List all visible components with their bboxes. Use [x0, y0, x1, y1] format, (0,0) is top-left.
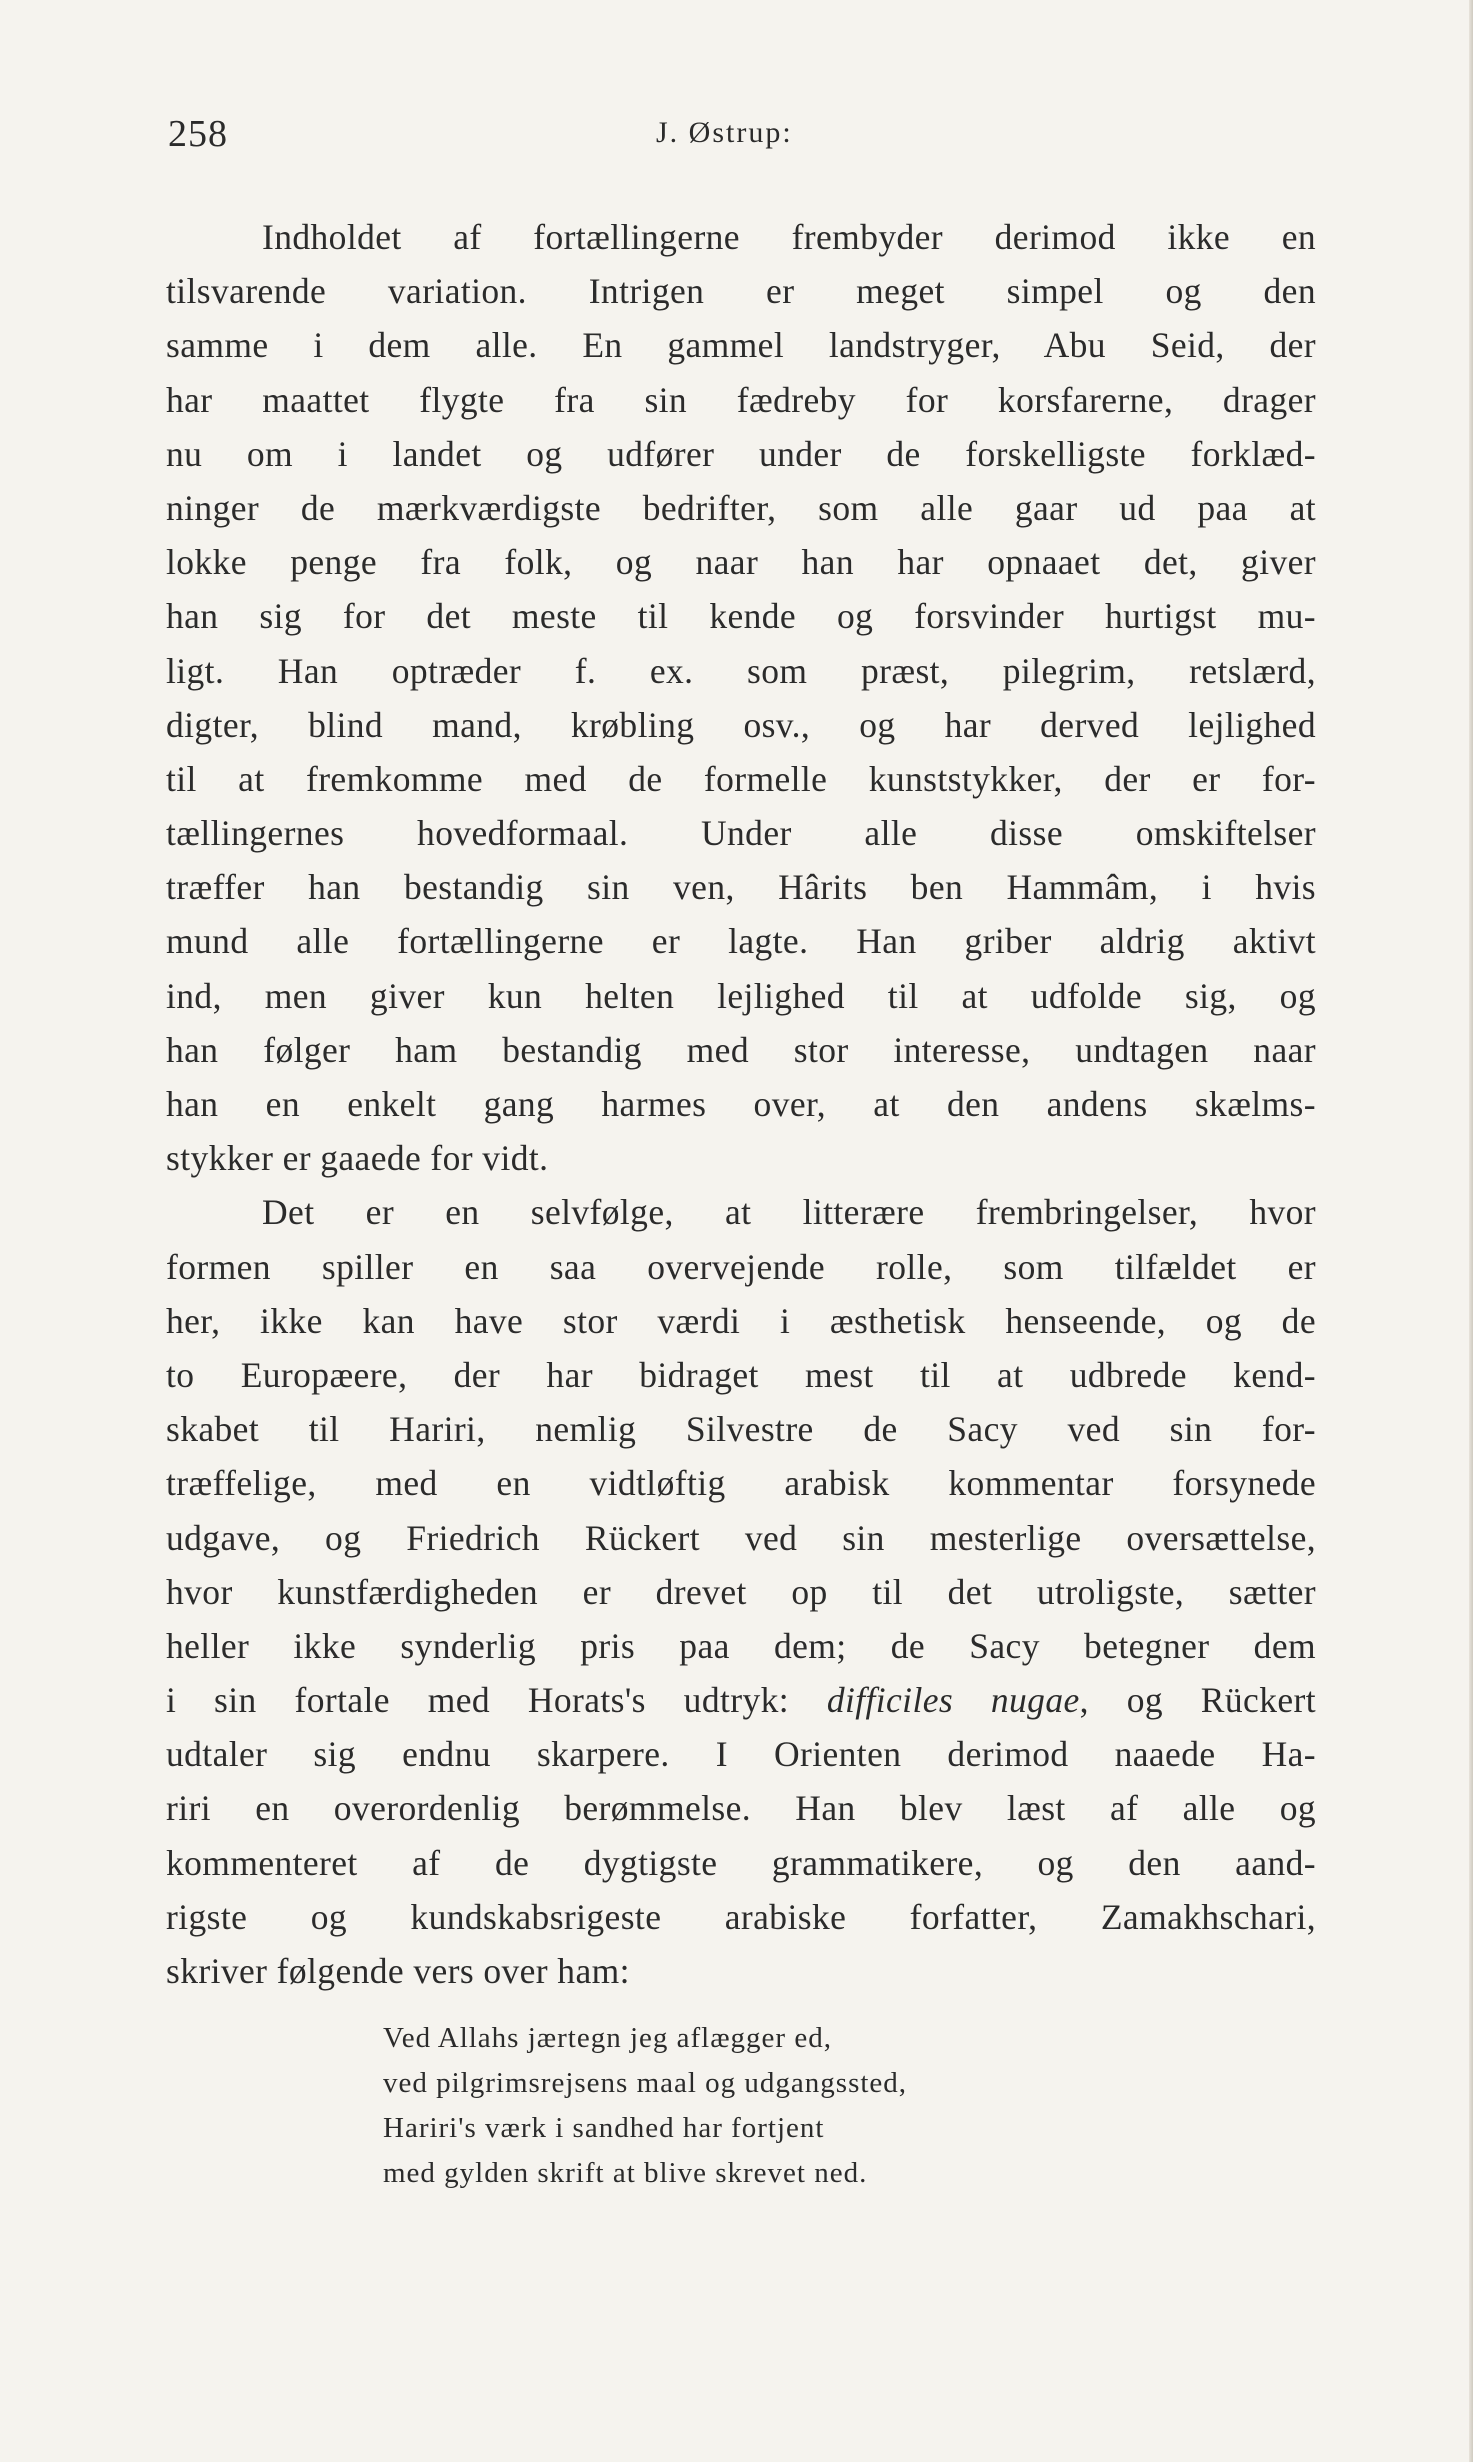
text-line: til at fremkomme med de formelle kunststykker, der er for- — [166, 758, 1316, 799]
text-line: hvor kunstfærdigheden er drevet op til det utroligste, sætter — [166, 1571, 1316, 1612]
text-line: riri en overordenlig berømmelse. Han blev læst af alle og — [166, 1788, 1316, 1829]
text-line: Indholdet af fortællingerne frembyder derimod ikke en — [262, 217, 1316, 257]
verse-line: ved pilgrimsrejsens maal og udgangssted, — [383, 2067, 908, 2099]
text-line: ninger de mærkværdigste bedrifter, som alle gaar ud paa at — [166, 487, 1316, 528]
verse-line: Hariri's værk i sandhed har fortjent — [383, 2112, 825, 2144]
text-line: kommenteret af de dygtigste grammatikere, og den aand- — [166, 1842, 1316, 1883]
text-line: mund alle fortællingerne er lagte. Han griber aldrig aktivt — [166, 921, 1316, 962]
text-line: Det er en selvfølge, at litterære frembringelser, hvor — [262, 1192, 1316, 1233]
text-line: skabet til Hariri, nemlig Silvestre de Sacy ved sin for- — [166, 1409, 1316, 1450]
verse-block — [383, 2016, 1083, 2196]
page-number: 258 — [168, 113, 228, 155]
text-line: udgave, og Friedrich Rückert ved sin mesterlige oversættelse, — [166, 1517, 1316, 1558]
text-line: tilsvarende variation. Intrigen er meget simpel og den — [166, 271, 1316, 312]
quote-line-after: , og Rückert — [1079, 1680, 1316, 1721]
text-line: skriver følgende vers over ham: — [166, 1951, 630, 1991]
text-line: har maattet flygte fra sin fædreby for korsfarerne, drager — [166, 379, 1316, 420]
text-line: rigste og kundskabsrigeste arabiske forfatter, Zamakhschari, — [166, 1896, 1316, 1937]
text-line: nu om i landet og udfører under de forskelligste forklæd- — [166, 433, 1316, 474]
text-line: han følger ham bestandig med stor interesse, undtagen naar — [166, 1029, 1316, 1070]
text-line: to Europæere, der har bidraget mest til at udbrede kend- — [166, 1354, 1316, 1395]
text-line: samme i dem alle. En gammel landstryger, Abu Seid, der — [166, 325, 1316, 366]
text-line: træffelige, med en vidtløftig arabisk kommentar forsynede — [166, 1463, 1316, 1504]
text-line: formen spiller en saa overvejende rolle, som tilfældet er — [166, 1246, 1316, 1287]
text-line: udtaler sig endnu skarpere. I Orienten derimod naaede Ha- — [166, 1734, 1316, 1775]
text-line: træffer han bestandig sin ven, Hârits ben Hammâm, i hvis — [166, 867, 1316, 908]
text-line: tællingernes hovedformaal. Under alle disse omskiftelser — [166, 813, 1316, 854]
body-text — [166, 210, 1316, 1998]
quote-line-before: i sin fortale med Horats's udtryk: — [166, 1680, 827, 1721]
text-line-quote — [166, 1673, 1316, 1727]
page-header — [168, 112, 1318, 172]
text-line: ind, men giver kun helten lejlighed til at udfolde sig, og — [166, 975, 1316, 1016]
running-head: J. Østrup: — [656, 116, 793, 149]
text-line: digter, blind mand, krøbling osv., og har derved lejlighed — [166, 704, 1316, 745]
text-line: han en enkelt gang harmes over, at den andens skælms- — [166, 1084, 1316, 1124]
text-line: ligt. Han optræder f. ex. som præst, pilegrim, retslærd, — [166, 650, 1316, 691]
verse-line: med gylden skrift at blive skrevet ned. — [383, 2157, 868, 2189]
text-line: her, ikke kan have stor værdi i æsthetisk henseende, og de — [166, 1300, 1316, 1341]
text-line: lokke penge fra folk, og naar han har opnaaet det, giver — [166, 542, 1316, 583]
latin-quote: difficiles nugae — [826, 1680, 1080, 1721]
page-edge — [1469, 0, 1473, 2462]
text-line: heller ikke synderlig pris paa dem; de Sacy betegner dem — [166, 1625, 1316, 1666]
text-line: han sig for det meste til kende og forsvinder hurtigst mu- — [166, 596, 1316, 637]
text-line: stykker er gaaede for vidt. — [166, 1138, 549, 1179]
verse-line: Ved Allahs jærtegn jeg aflægger ed, — [383, 2022, 832, 2054]
